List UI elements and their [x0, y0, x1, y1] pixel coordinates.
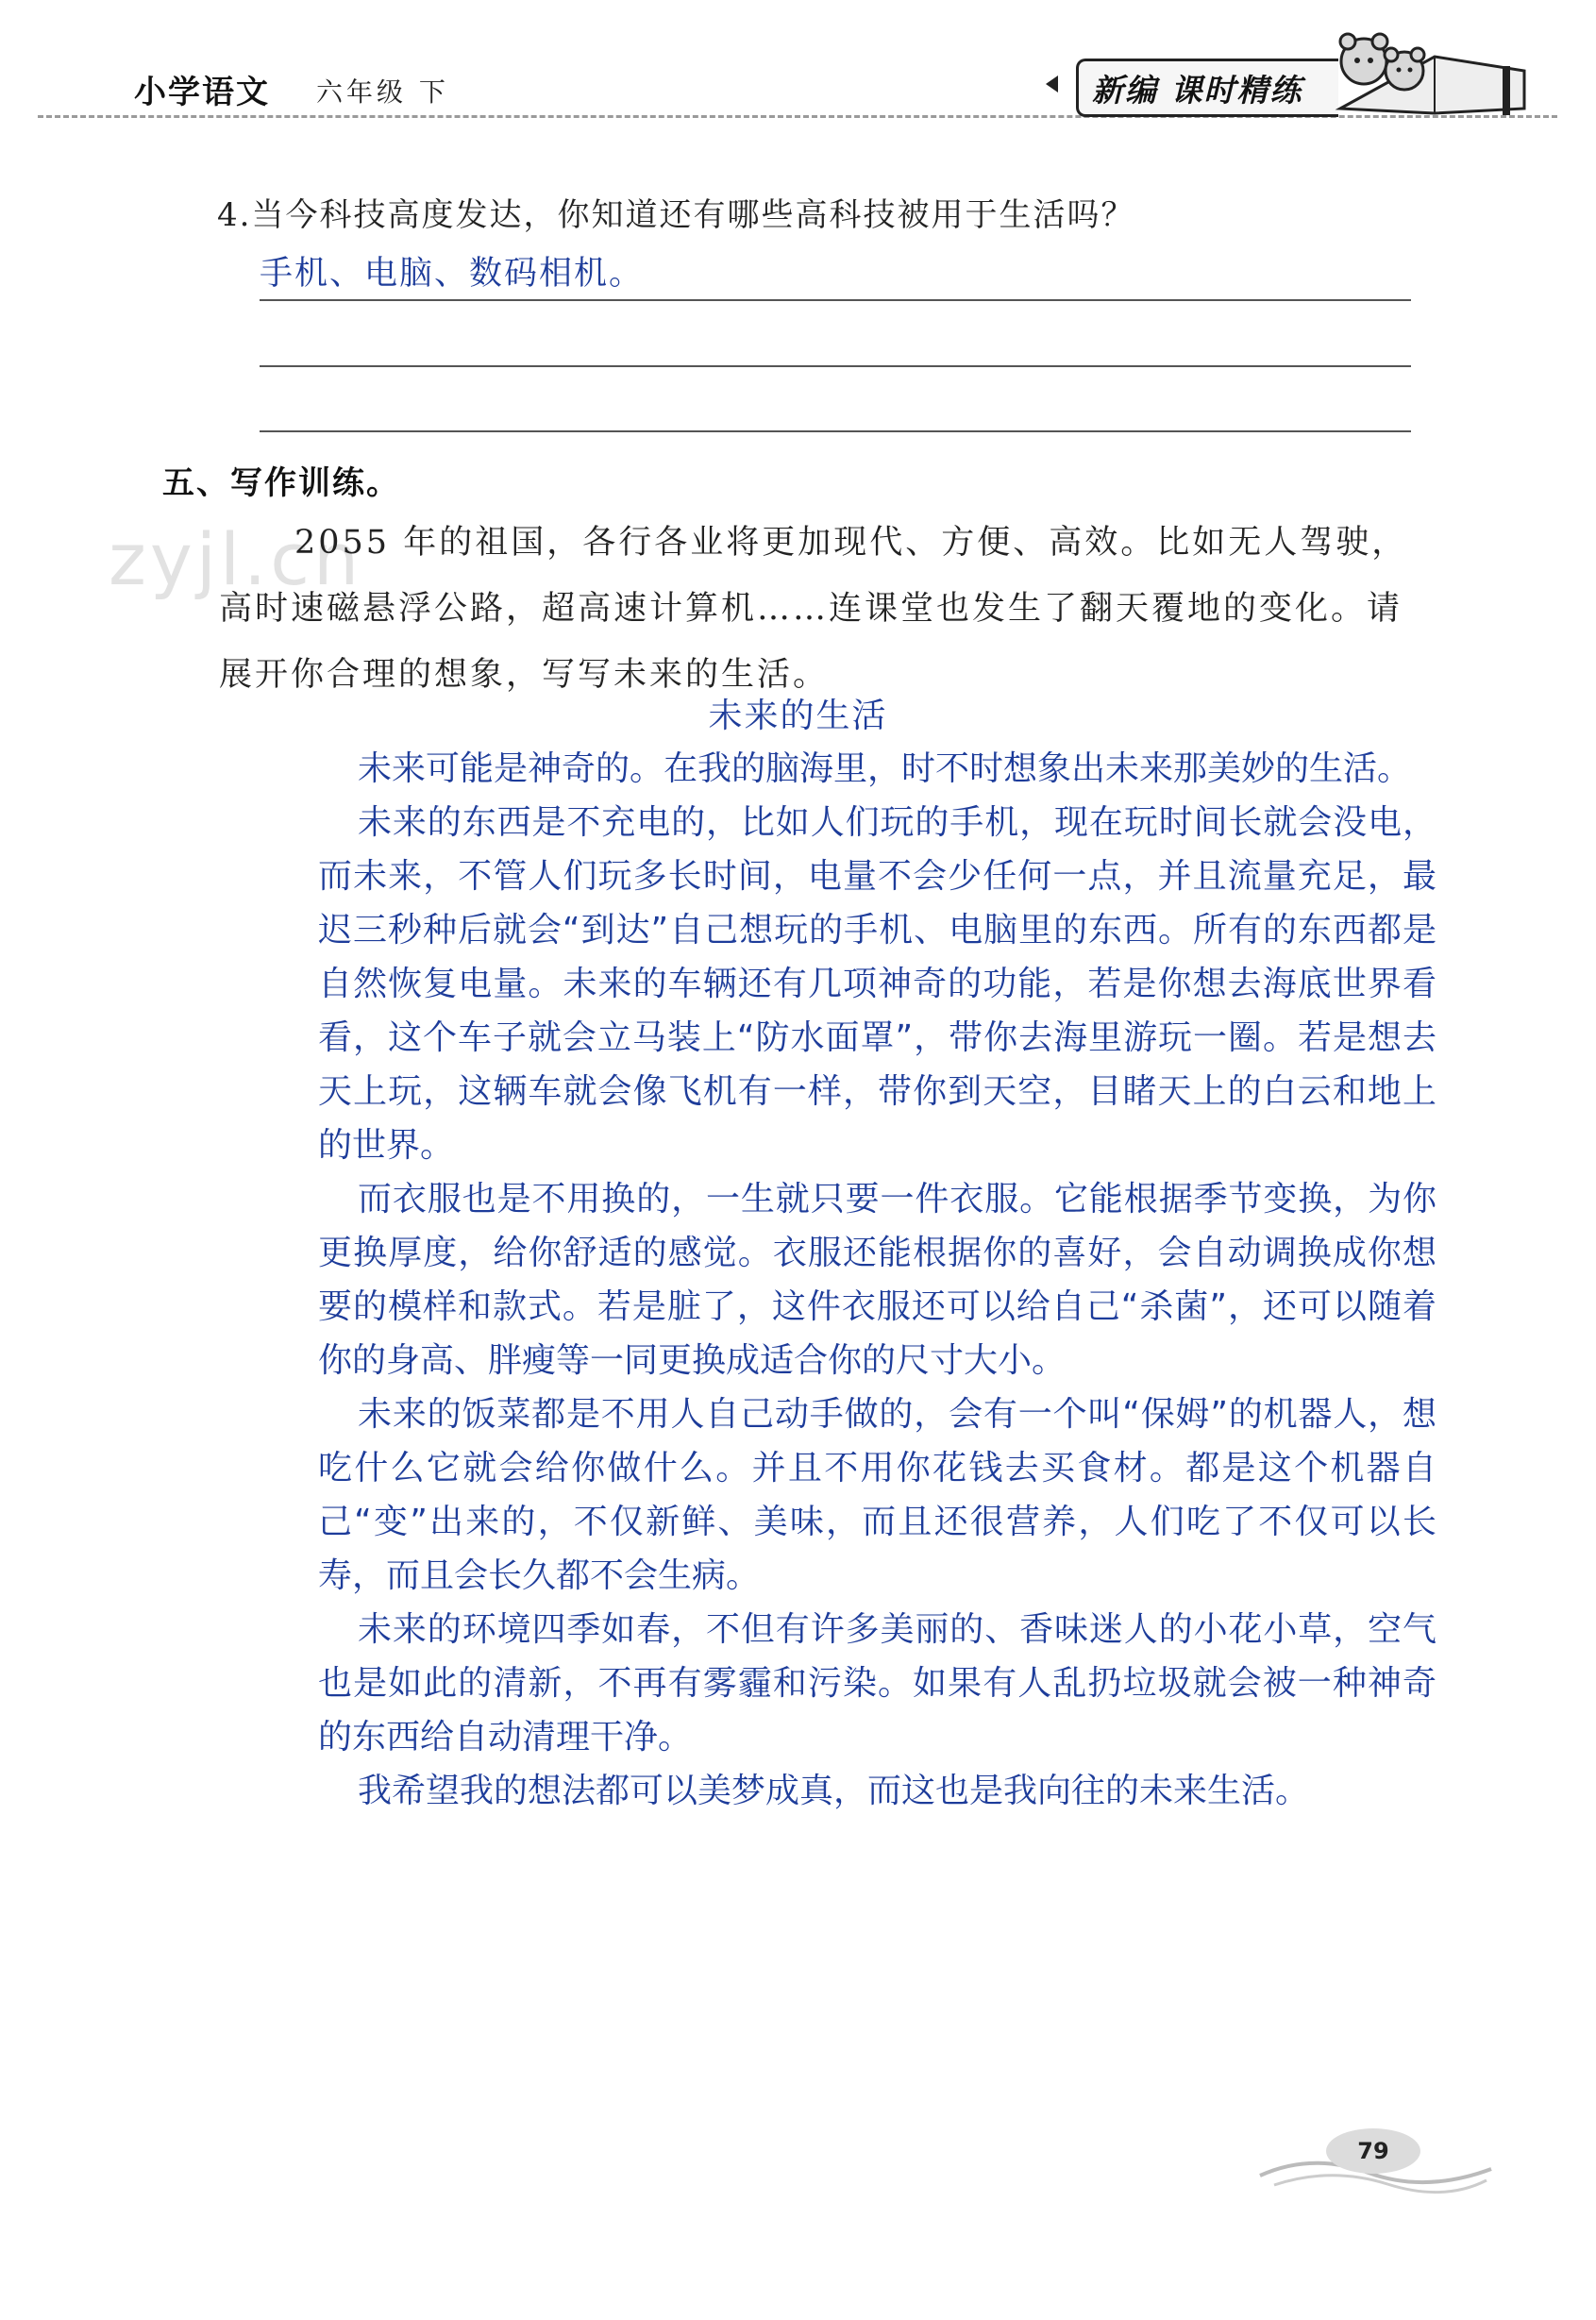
- series-brand: 新编 课时精练: [1076, 59, 1338, 117]
- book-title: 小学语文: [134, 74, 270, 111]
- essay-paragraph: 而衣服也是不用换的，一生就只要一件衣服。它能根据季节变换，为你更换厚度，给你舒适的感觉。衣服还能根据你的喜好，会自动调换成你想要的模样和款式。若是脏了，这件衣服还可以给自己“杀菌”，还可以随着你的身高、胖瘦等一同更换成适合你的尺寸大小。: [318, 1180, 1436, 1380]
- triangle-marker-icon: [1046, 76, 1058, 92]
- writing-prompt: 2055 年的祖国，各行各业将更加现代、方便、高效。比如无人驾驶，高时速磁悬浮公路，超高速计算机……连课堂也发生了翻天覆地的变化。请展开你合理的想象，写写未来的生活。: [219, 524, 1408, 694]
- answer-line: [260, 430, 1411, 432]
- essay-paragraph: 未来可能是神奇的。在我的脑海里，时不时想象出未来那美妙的生活。: [358, 749, 1412, 788]
- essay-paragraph: 我希望我的想法都可以美梦成真，而这也是我向往的未来生活。: [358, 1772, 1310, 1810]
- grade-label: 六年级 下: [316, 76, 449, 108]
- page-number: 79: [1326, 2128, 1420, 2174]
- question-4-prompt: 4.当今科技高度发达，你知道还有哪些高科技被用于生活吗？: [217, 196, 1135, 234]
- section-5-heading: 五、写作训练。: [162, 464, 400, 502]
- essay-title: 未来的生活: [708, 697, 888, 735]
- answer-line: [260, 299, 1411, 301]
- bear-book-logo-icon: [1321, 19, 1538, 123]
- essay-body: [318, 742, 1436, 1818]
- question-4-answer: 手机、电脑、数码相机。: [260, 255, 645, 293]
- answer-line: [260, 365, 1411, 367]
- watermark: zyjl.cn: [109, 517, 363, 601]
- page-header: [0, 0, 1596, 142]
- essay-paragraph: 未来的东西是不充电的，比如人们玩的手机，现在玩时间长就会没电，而未来，不管人们玩多长时间，电量不会少任何一点，并且流量充足，最迟三秒种后就会“到达”自己想玩的手机、电脑里的东西。所有的东西都是自然恢复电量。未来的车辆还有几项神奇的功能，若是你想去海底世界看看，这个车子就会立马装上“防水面罩”，带你去海里游玩一圈。若是想去天上玩，这辆车就会像飞机有一样，带你到天空，目睹天上的白云和地上的世界。: [318, 803, 1436, 1165]
- essay-paragraph: 未来的饭菜都是不用人自己动手做的，会有一个叫“保姆”的机器人，想吃什么它就会给你做什么。并且不用你花钱去买食材。都是这个机器自己“变”出来的，不仅新鲜、美味，而且还很营养，人们吃了不仅可以长寿，而且会长久都不会生病。: [318, 1395, 1436, 1595]
- essay-paragraph: 未来的环境四季如春，不但有许多美丽的、香味迷人的小花小草，空气也是如此的清新，不再有雾霾和污染。如果有人乱扔垃圾就会被一种神奇的东西给自动清理干净。: [318, 1610, 1436, 1757]
